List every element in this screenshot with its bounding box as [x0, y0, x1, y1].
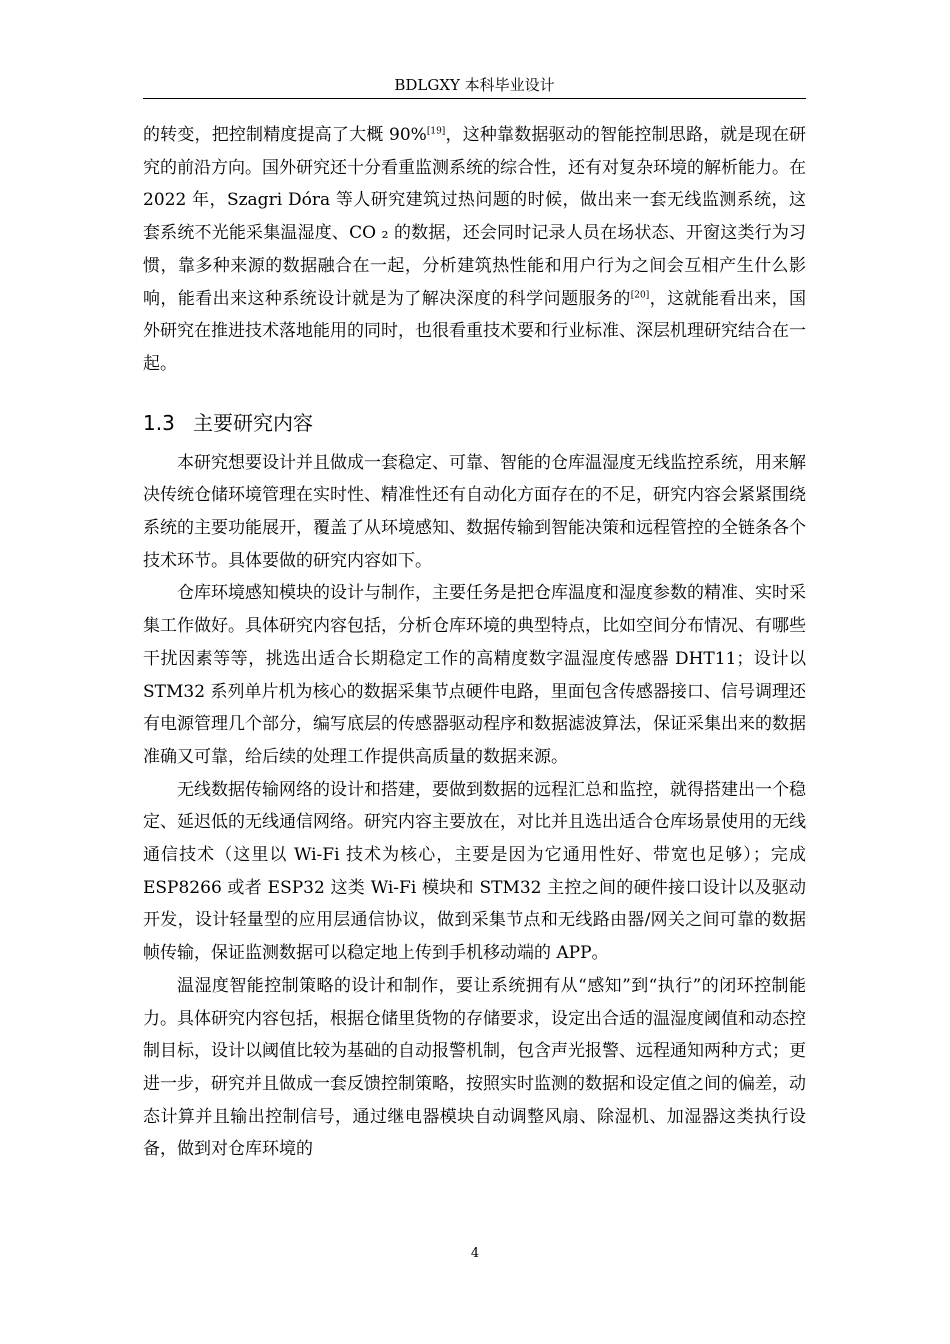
section-title: 主要研究内容 — [193, 410, 313, 435]
paragraph-continued — [143, 119, 806, 381]
paragraph-wireless-network: 无线数据传输网络的设计和搭建，要做到数据的远程汇总和监控，就得搭建出一个稳定、延迟低的无线通信网络。研究内容主要放在，对比并且选出适合仓库场景使用的无线通信技术（这里以 Wi-Fi 技术为核心，主要是因为它通用性好、带宽也足够）；完成 ESP8266 或者 ESP32 这类 Wi-Fi 模块和 STM32 主控之间的硬件接口设计以及驱动开发，设计轻量型的应用层通信协议，做到采集节点和无线路由器/网关之间可靠的数据帧传输，保证监测数据可以稳定地上传到手机移动端的 APP。 — [143, 779, 806, 964]
header-divider — [143, 98, 806, 99]
header-title: BDLGXY 本科毕业设计 — [394, 76, 555, 94]
citation-20: [20] — [630, 289, 650, 300]
paragraph-intro: 本研究想要设计并且做成一套稳定、可靠、智能的仓库温湿度无线监控系统，用来解决传统仓储环境管理在实时性、精准性还有自动化方面存在的不足，研究内容会紧紧围绕系统的主要功能展开，覆盖了从环境感知、数据传输到智能决策和远程管控的全链条各个技术环节。具体要做的研究内容如下。 — [143, 452, 806, 571]
citation-19: [19] — [426, 126, 446, 137]
page-number: 4 — [470, 1246, 480, 1261]
paragraph-control-strategy: 温湿度智能控制策略的设计和制作，要让系统拥有从“感知”到“执行”的闭环控制能力。具体研究内容包括，根据仓储里货物的存储要求，设定出合适的温湿度阈值和动态控制目标，设计以阈值比较为基础的自动报警机制，包含声光报警、远程通知两种方式；更进一步，研究并且做成一套反馈控制策略，按照实时监测的数据和设定值之间的偏差，动态计算并且输出控制信号，通过继电器模块自动调整风扇、除湿机、加湿器这类执行设备，做到对仓库环境的 — [143, 975, 806, 1160]
section-number: 1.3 — [143, 410, 175, 435]
paragraph-text: ，这就能看出来，国外研究在推进技术落地能用的同时，也很看重技术要和行业标准、深层机理研究结合在一起。 — [143, 288, 807, 374]
section-heading — [143, 407, 806, 439]
paragraph-sensing-module: 仓库环境感知模块的设计与制作，主要任务是把仓库温度和湿度参数的精准、实时采集工作做好。具体研究内容包括，分析仓库环境的典型特点，比如空间分布情况、有哪些干扰因素等等，挑选出适合长期稳定工作的高精度数字温湿度传感器 DHT11；设计以 STM32 系列单片机为核心的数据采集节点硬件电路，里面包含传感器接口、信号调理还有电源管理几个部分，编写底层的传感器驱动程序和数据滤波算法，保证采集出来的数据准确又可靠，给后续的处理工作提供高质量的数据来源。 — [143, 583, 806, 767]
page-header — [143, 74, 806, 96]
page-footer — [0, 1245, 950, 1263]
paragraph-text: ，这种靠数据驱动的智能控制思路，就是现在研究的前沿方向。国外研究还十分看重监测系统的综合性，还有对复杂环境的解析能力。在 2022 年，Szagri Dóra 等人研究建筑过热问题的时候，做出来一套无线监测系统，这套系统不光能采集温湿度、CO ₂ 的数据，还会同时记录人员在场状态、开窗这类行为习惯，靠多种来源的数据融合在一起，分析建筑热性能和用户行为之间会互相产生什么影响，能看出来这种系统设计就是为了解决深度的科学问题服务的 — [143, 125, 806, 309]
paragraph-text: 的转变，把控制精度提高了大概 90% — [143, 125, 427, 145]
page-body — [143, 119, 806, 1166]
